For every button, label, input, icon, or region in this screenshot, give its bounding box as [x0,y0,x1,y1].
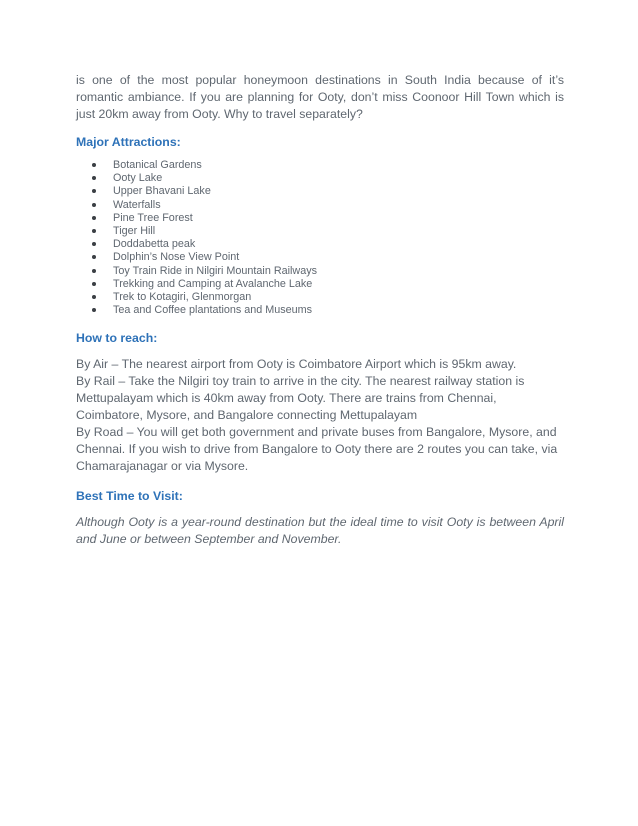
bullet-icon [92,216,96,220]
by-air-paragraph: By Air – The nearest airport from Ooty is Coimbatore Airport which is 95km away. [76,357,517,372]
how-to-reach-heading: How to reach: [76,331,158,346]
attraction-label: Tiger Hill [113,225,156,238]
bullet-icon [92,189,96,193]
attractions-heading: Major Attractions: [76,135,181,149]
attraction-list-item [76,185,564,198]
bullet-icon [92,176,96,180]
attraction-list-item [76,265,564,278]
document-content [76,72,564,548]
attraction-list-item [76,212,564,225]
attraction-list-item [76,225,564,238]
attraction-label: Dolphin’s Nose View Point [113,251,240,264]
intro-paragraph: is one of the most popular honeymoon destinations in South India because of it’s romantic ambiance. If you are planning for Ooty, don’t miss Coonoor Hill Town which is just 20km away from Ooty. Why to travel separately? [76,73,564,121]
attraction-label: Upper Bhavani Lake [113,185,211,198]
attraction-list-item [76,199,564,212]
attraction-list-item [76,251,564,264]
attractions-list [76,159,564,317]
bullet-icon [92,163,96,167]
attraction-label: Ooty Lake [113,172,163,185]
attraction-label: Doddabetta peak [113,238,196,251]
best-time-heading: Best Time to Visit: [76,489,183,504]
attraction-label: Waterfalls [113,198,161,211]
bullet-icon [92,308,96,312]
bullet-icon [92,255,96,259]
by-road-paragraph: By Road – You will get both government and private buses from Bangalore, Mysore, and Chennai. If you wish to drive from Bangalore to Ooty there are 2 routes you can take, via Chamarajanagar or via Mysore. [76,425,558,474]
attraction-label: Trek to Kotagiri, Glenmorgan [113,291,252,304]
attraction-list-item [76,291,564,304]
attraction-list-item [76,278,564,291]
attraction-list-item [76,172,564,185]
bullet-icon [92,242,96,246]
bullet-icon [92,203,96,207]
best-time-paragraph: Although Ooty is a year-round destination but the ideal time to visit Ooty is between April and June or between September and November. [76,515,564,547]
attraction-label: Pine Tree Forest [113,211,193,224]
bullet-icon [92,229,96,233]
bullet-icon [92,269,96,273]
attraction-label: Toy Train Ride in Nilgiri Mountain Railways [113,264,318,277]
attraction-label: Tea and Coffee plantations and Museums [113,304,313,317]
attraction-label: Trekking and Camping at Avalanche Lake [113,277,313,290]
by-rail-paragraph: By Rail – Take the Nilgiri toy train to arrive in the city. The nearest railway station is Mettupalayam which is 40km away from Ooty. There are trains from Chennai, Coimbatore, Mysore, and Bangalore connecting Mettupalayam [76,374,525,423]
attraction-list-item [76,238,564,251]
bullet-icon [92,282,96,286]
bullet-icon [92,295,96,299]
attraction-list-item [76,304,564,317]
attraction-label: Botanical Gardens [113,159,202,171]
attraction-list-item [76,159,564,172]
